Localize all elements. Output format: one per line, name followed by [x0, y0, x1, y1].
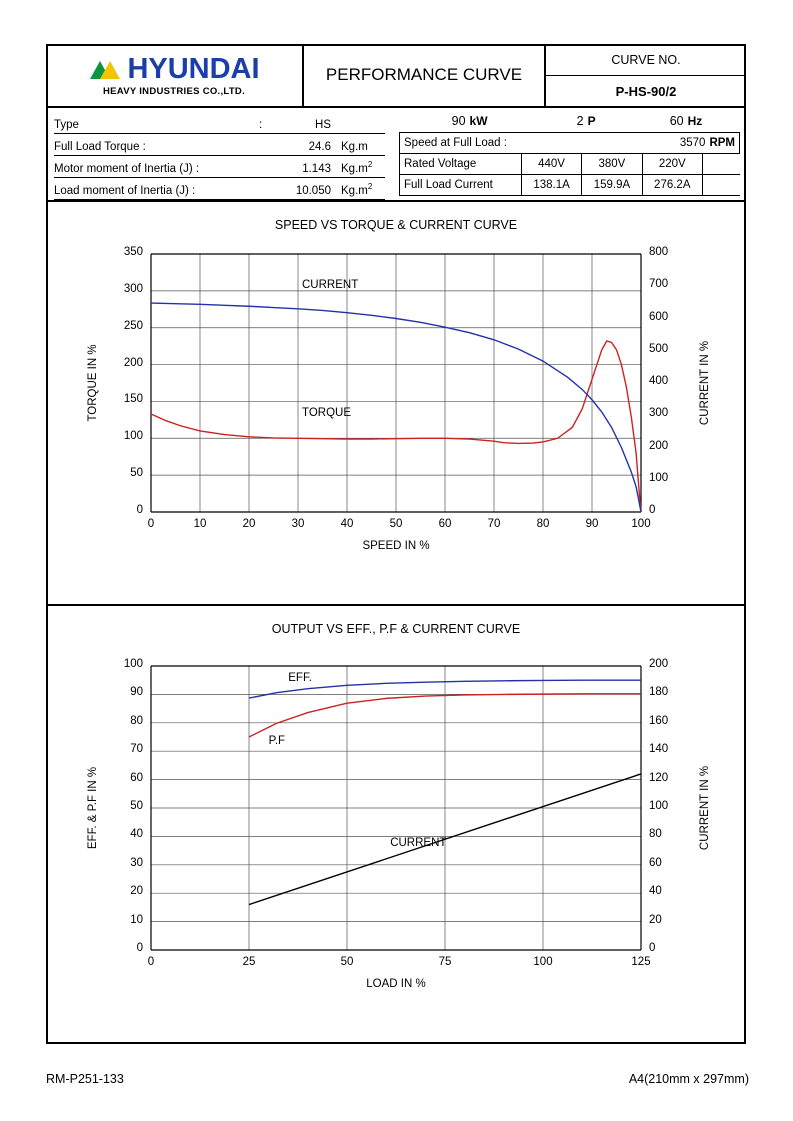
full-load-current-label: Full Load Current: [400, 175, 522, 196]
y-tick-label-right: 200: [649, 439, 669, 452]
spec-row-load-inertia: [54, 178, 385, 200]
table-row: [400, 175, 741, 196]
y-tick-label-right: 140: [649, 743, 669, 756]
x-tick-label: 10: [193, 518, 207, 530]
y-tick-label-right: 300: [649, 407, 669, 420]
chart2-title: OUTPUT VS EFF., P.F & CURRENT CURVE: [271, 622, 521, 636]
y-tick-label-left: 10: [130, 913, 143, 926]
y-tick-label-left: 20: [130, 885, 143, 898]
x-tick-label: 125: [631, 956, 651, 968]
y-tick-label-left: 250: [123, 319, 143, 332]
y-tick-label-left: 300: [123, 282, 143, 295]
spec-motor-inertia-value: 1.143: [302, 163, 331, 175]
chart2-plot-area: [46, 636, 746, 1016]
x-tick-label: 40: [340, 518, 354, 530]
output-eff-pf-current-panel: [46, 606, 746, 1042]
y-tick-label-left: 50: [130, 467, 143, 480]
drawing-sheet: [46, 44, 746, 1044]
series-label-current: CURRENT: [302, 279, 359, 292]
y-tick-label-right: 700: [649, 278, 669, 291]
y-tick-label-left: 150: [123, 393, 143, 406]
x-tick-label: 0: [147, 956, 155, 968]
rated-voltage-label: Rated Voltage: [400, 154, 522, 175]
spec-row-motor-inertia: [54, 156, 385, 178]
rated-voltage-220: 220V: [642, 154, 702, 175]
x-tick-label: 30: [291, 518, 305, 530]
x-tick-label: 90: [585, 518, 599, 530]
curve-no-label: CURVE NO.: [546, 44, 746, 76]
y-tick-label-left: 70: [130, 743, 143, 756]
table-blank-cell: [702, 154, 740, 175]
full-load-current-220: 276.2A: [642, 175, 702, 196]
speed-value: 3570: [679, 137, 706, 149]
curve-no-block: [546, 44, 746, 108]
x-tick-label: 75: [438, 956, 452, 968]
spec-type-colon: :: [259, 119, 263, 131]
spec-motor-inertia-unit: $Kg.m^2$: [341, 160, 373, 175]
x-axis-label: LOAD IN %: [366, 978, 426, 990]
spec-torque-value: 24.6: [308, 141, 331, 153]
x-axis-label: SPEED IN %: [362, 540, 430, 552]
rating-row: [399, 110, 740, 132]
x-tick-label: 100: [533, 956, 553, 968]
spec-row-type: [54, 112, 385, 134]
x-tick-label: 50: [340, 956, 354, 968]
logo-cell: [46, 44, 304, 108]
y-axis-label-right: CURRENT IN %: [699, 340, 711, 426]
y-tick-label-left: 30: [130, 856, 143, 869]
table-blank-cell: [702, 175, 740, 196]
y-tick-label-left: 350: [123, 246, 143, 258]
x-tick-label: 50: [389, 518, 403, 530]
y-tick-label-left: 60: [130, 771, 143, 784]
y-axis-label-right: CURRENT IN %: [699, 765, 711, 851]
x-tick-label: 60: [438, 518, 452, 530]
footer-paper-size: A4(210mm x 297mm): [628, 1072, 749, 1086]
rated-voltage-380: 380V: [582, 154, 642, 175]
full-load-current-440: 138.1A: [521, 175, 581, 196]
spec-block: [46, 108, 746, 202]
x-tick-label: 80: [536, 518, 550, 530]
y-tick-label-right: 800: [649, 246, 669, 258]
spec-torque-label: Full Load Torque :: [54, 141, 146, 153]
y-tick-label-left: 0: [136, 504, 143, 516]
y-tick-label-left: 100: [123, 430, 143, 443]
speed-torque-current-panel: [46, 202, 746, 606]
y-tick-label-left: 80: [130, 714, 143, 727]
curve-no-value: P-HS-90/2: [546, 76, 746, 108]
rating-power: 90 kW: [451, 114, 488, 128]
spec-load-inertia-value: 10.050: [295, 185, 331, 197]
voltage-current-table: [399, 153, 740, 196]
y-tick-label-right: 20: [649, 913, 662, 926]
spec-row-torque: [54, 134, 385, 156]
x-tick-label: 25: [242, 956, 256, 968]
x-tick-label: 20: [242, 518, 256, 530]
y-tick-label-left: 50: [130, 800, 143, 812]
y-tick-label-right: 100: [649, 800, 669, 812]
spec-type-label: Type: [54, 119, 79, 131]
y-axis-label-left: TORQUE IN %: [87, 344, 99, 422]
y-axis-label-left: EFF. & P.F IN %: [87, 766, 99, 850]
spec-type-unit: [337, 131, 385, 133]
spec-load-inertia-label: Load moment of Inertia (J) :: [54, 185, 196, 197]
y-tick-label-right: 80: [649, 828, 662, 841]
y-tick-label-right: 0: [649, 504, 656, 516]
y-tick-label-right: 120: [649, 771, 669, 784]
speed-at-full-load-row: [399, 132, 740, 153]
full-load-current-380: 159.9A: [582, 175, 642, 196]
spec-type-value: HS: [315, 119, 331, 131]
y-tick-label-right: 200: [649, 658, 669, 670]
y-tick-label-right: 400: [649, 375, 669, 387]
table-row: [400, 154, 741, 175]
footer-document-code: RM-P251-133: [46, 1072, 124, 1086]
chart1-title: SPEED VS TORQUE & CURRENT CURVE: [274, 218, 518, 232]
y-tick-label-left: 90: [130, 686, 143, 699]
spec-left-table: [46, 108, 393, 200]
series-label-current: CURRENT: [390, 836, 447, 849]
x-tick-label: 0: [147, 518, 155, 530]
brand-subtitle: HEAVY INDUSTRIES CO.,LTD.: [102, 86, 246, 97]
y-tick-label-right: 500: [649, 342, 669, 355]
speed-unit: RPM: [709, 137, 735, 149]
title-block: [46, 44, 746, 108]
rating-frequency: 60 Hz: [669, 114, 703, 128]
spec-right-table: [393, 108, 746, 200]
y-tick-label-right: 160: [649, 714, 669, 727]
y-tick-label-right: 180: [649, 686, 669, 699]
spec-motor-inertia-label: Motor moment of Inertia (J) :: [54, 163, 200, 175]
brand-name: HYUNDAI: [127, 53, 260, 85]
y-tick-label-left: 100: [123, 658, 143, 670]
y-tick-label-right: 60: [649, 856, 662, 869]
y-tick-label-right: 100: [649, 471, 669, 484]
y-tick-label-left: 40: [130, 828, 143, 841]
document-title: PERFORMANCE CURVE: [304, 44, 546, 108]
series-label-p-f: P.F: [268, 734, 286, 747]
series-label-eff: EFF.: [288, 672, 312, 685]
y-tick-label-right: 600: [649, 310, 669, 323]
y-tick-label-right: 40: [649, 885, 662, 898]
y-tick-label-left: 200: [123, 356, 143, 369]
y-tick-label-right: 0: [649, 942, 656, 954]
series-label-torque: TORQUE: [302, 406, 351, 419]
rating-poles: 2 P: [576, 114, 596, 128]
speed-label: Speed at Full Load :: [404, 137, 507, 149]
rated-voltage-440: 440V: [521, 154, 581, 175]
spec-torque-unit: Kg.m: [341, 141, 368, 153]
spec-load-inertia-unit: $Kg.m^2$: [341, 182, 373, 197]
y-tick-label-left: 0: [136, 942, 143, 954]
x-tick-label: 100: [631, 518, 651, 530]
hyundai-triangle-icon: [88, 59, 122, 81]
chart1-plot-area: [46, 232, 746, 572]
x-tick-label: 70: [487, 518, 501, 530]
